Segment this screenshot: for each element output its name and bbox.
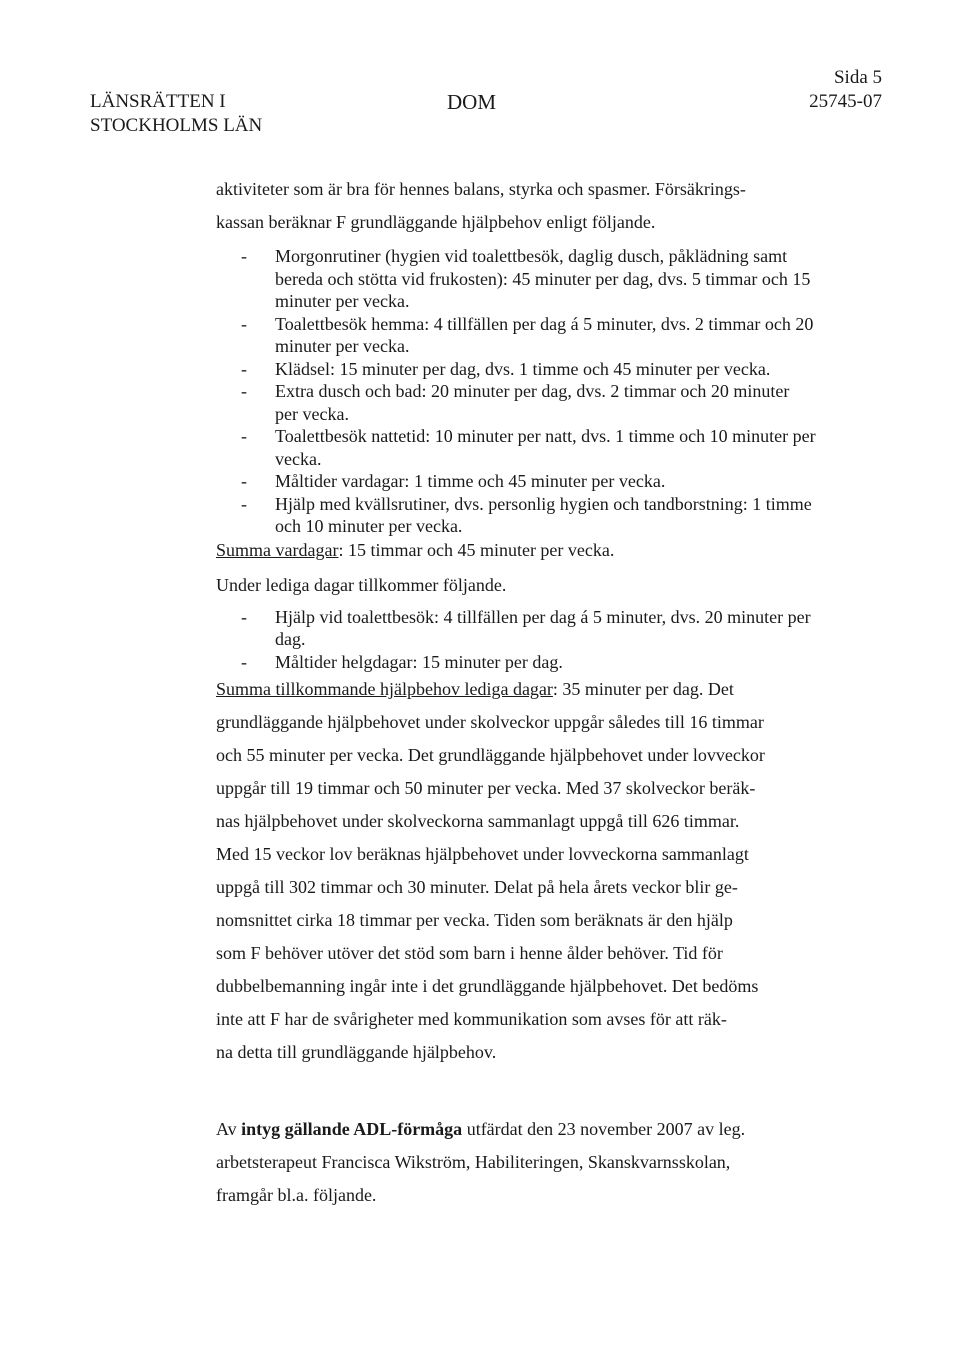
court-name-line1: LÄNSRÄTTEN I [90, 91, 226, 112]
list-item-text: Morgonrutiner (hygien vid toalettbesök, daglig dusch, påklädning samt bereda och stötta vid frukosten): 45 minuter per dag, dvs. 5 timmar och 15 minuter per vecka. [275, 246, 811, 311]
list-dash: - [241, 426, 247, 446]
body-line: grundläggande hjälpbehovet under skolveckor uppgår således till 16 timmar [216, 712, 764, 732]
sum-weekdays-label: Summa vardagar [216, 539, 339, 560]
list-item-text: Toalettbesök hemma: 4 tillfällen per dag á 5 minuter, dvs. 2 timmar och 20 minuter per vecka. [275, 313, 814, 356]
list-item [216, 313, 816, 358]
body-line: inte att F har de svårigheter med kommunikation som avses för att räk- [216, 1009, 727, 1029]
document-type: DOM [447, 90, 497, 114]
closing-paragraph [216, 1113, 816, 1212]
free-days-list [216, 606, 816, 674]
closing-prefix: Av [216, 1119, 237, 1139]
closing-line1-rest: utfärdat den 23 november 2007 av leg. [466, 1119, 746, 1139]
list-dash: - [241, 313, 247, 334]
body-line: som F behöver utöver det stöd som barn i henne ålder behöver. Tid för [216, 943, 723, 963]
body-line: och 55 minuter per vecka. Det grundläggande hjälpbehovet under lovveckor [216, 745, 765, 765]
list-item [216, 358, 816, 381]
sum-free-value: : 35 minuter per dag. Det [552, 679, 734, 699]
closing-line3: framgår bl.a. följande. [216, 1185, 377, 1205]
intro-line2: kassan beräknar F grundläggande hjälpbehov enligt följande. [216, 212, 656, 232]
intro-paragraph [216, 173, 816, 239]
body-line: uppgå till 302 timmar och 30 minuter. Delat på hela årets veckor blir ge- [216, 877, 738, 897]
list-item [216, 493, 816, 538]
sum-weekdays-value: : 15 timmar och 45 minuter per vecka. [338, 539, 615, 560]
page-number: Sida 5 [833, 67, 882, 88]
closing-line2: arbetsterapeut Francisca Wikström, Habiliteringen, Skanskvarnsskolan, [216, 1152, 731, 1172]
list-dash: - [241, 246, 247, 266]
list-dash: - [241, 381, 247, 401]
list-dash: - [241, 651, 247, 672]
conclusion-paragraph [216, 673, 816, 1069]
list-dash: - [241, 606, 247, 627]
weekday-needs-list [216, 245, 816, 538]
list-item-text: Klädsel: 15 minuter per dag, dvs. 1 timme och 45 minuter per vecka. [275, 358, 771, 379]
page-info [809, 66, 882, 114]
list-item [216, 651, 816, 674]
court-name-line2: STOCKHOLMS LÄN [90, 115, 263, 136]
body-line: nomsnittet cirka 18 timmar per vecka. Tiden som beräknats är den hjälp [216, 910, 733, 930]
list-item-text: Måltider helgdagar: 15 minuter per dag. [275, 651, 563, 672]
intro-line1: aktiviteter som är bra för hennes balans, styrka och spasmer. Försäkrings- [216, 179, 746, 199]
list-item-text: Måltider vardagar: 1 timme och 45 minuter per vecka. [275, 471, 666, 491]
list-item [216, 380, 816, 425]
list-item-text: Toalettbesök nattetid: 10 minuter per natt, dvs. 1 timme och 10 minuter per vecka. [275, 426, 816, 469]
body-line: na detta till grundläggande hjälpbehov. [216, 1042, 497, 1062]
certificate-term: intyg gällande ADL-förmåga [241, 1119, 463, 1139]
free-days-intro: Under lediga dagar tillkommer följande. [216, 574, 507, 595]
list-dash: - [241, 358, 247, 379]
body-line: Med 15 veckor lov beräknas hjälpbehovet under lovveckorna sammanlagt [216, 844, 749, 864]
list-item-text: Hjälp vid toalettbesök: 4 tillfällen per dag á 5 minuter, dvs. 20 minuter per dag. [275, 606, 811, 649]
list-item-text: Hjälp med kvällsrutiner, dvs. personlig hygien och tandborstning: 1 timme och 10 minuter per vecka. [275, 493, 812, 536]
body-line: uppgår till 19 timmar och 50 minuter per vecka. Med 37 skolveckor beräk- [216, 778, 756, 798]
body-line: nas hjälpbehovet under skolveckorna sammanlagt uppgå till 626 timmar. [216, 811, 740, 831]
list-dash: - [241, 471, 247, 491]
list-item [216, 245, 816, 313]
list-item [216, 470, 816, 493]
sum-free-label: Summa tillkommande hjälpbehov lediga dagar [216, 679, 553, 699]
list-item [216, 425, 816, 470]
list-dash: - [241, 493, 247, 514]
list-item-text: Extra dusch och bad: 20 minuter per dag, dvs. 2 timmar och 20 minuter per vecka. [275, 381, 790, 424]
body-line: dubbelbemanning ingår inte i det grundläggande hjälpbehovet. Det bedöms [216, 976, 759, 996]
sum-weekdays [216, 538, 816, 563]
court-name [90, 90, 262, 138]
case-number: 25745-07 [809, 91, 882, 112]
document-body [216, 173, 816, 1212]
list-item [216, 606, 816, 651]
